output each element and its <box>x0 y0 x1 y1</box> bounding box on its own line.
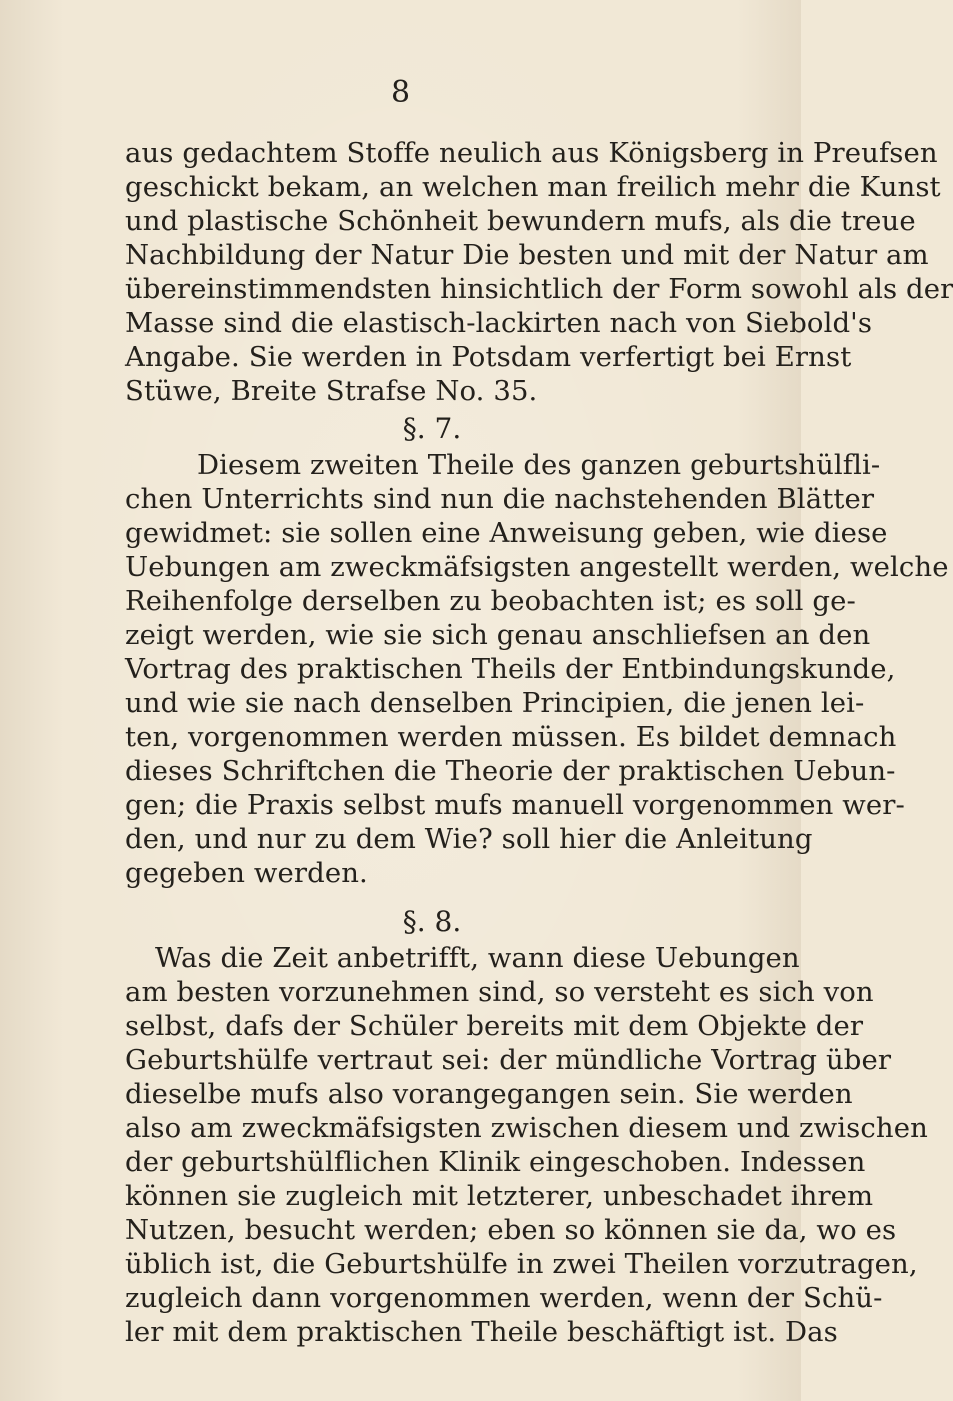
text-line: dieses Schriftchen die Theorie der praktischen Uebun- <box>125 755 896 787</box>
text-line: der geburtshülflichen Klinik eingeschoben. Indessen <box>125 1146 866 1178</box>
text-line: dieselbe mufs also vorangegangen sein. Sie werden <box>125 1078 853 1110</box>
text-line: zugleich dann vorgenommen werden, wenn der Schü- <box>125 1282 883 1314</box>
text-line: Stüwe, Breite Strafse No. 35. <box>125 375 538 407</box>
text-line: Vortrag des praktischen Theils der Entbindungskunde, <box>125 653 896 685</box>
text-line: Reihenfolge derselben zu beobachten ist; es soll ge- <box>125 585 856 617</box>
text-line: also am zweckmäfsigsten zwischen diesem und zwischen <box>125 1112 928 1144</box>
text-line: gegeben werden. <box>125 857 368 889</box>
text-line: am besten vorzunehmen sind, so versteht es sich von <box>125 976 874 1008</box>
text-line: geschickt bekam, an welchen man freilich mehr die Kunst <box>125 171 941 203</box>
text-line: gen; die Praxis selbst mufs manuell vorgenommen wer- <box>125 789 905 821</box>
text-line: Was die Zeit anbetrifft, wann diese Uebungen <box>155 942 800 974</box>
section-8-heading: §. 8. <box>402 905 462 938</box>
paragraph-2 <box>125 448 949 890</box>
paragraph-3 <box>125 941 928 1349</box>
text-line: Geburtshülfe vertraut sei: der mündliche Vortrag über <box>125 1044 892 1076</box>
text-line: selbst, dafs der Schüler bereits mit dem Objekte der <box>125 1010 864 1042</box>
text-line: und wie sie nach denselben Principien, die jenen lei- <box>125 687 865 719</box>
text-line: Nachbildung der Natur Die besten und mit der Natur am <box>125 239 929 271</box>
section-7-heading-wrap <box>125 412 739 446</box>
text-line: den, und nur zu dem Wie? soll hier die Anleitung <box>125 823 813 855</box>
text-line: aus gedachtem Stoffe neulich aus Königsberg in Preufsen <box>125 137 938 169</box>
text-line: gewidmet: sie sollen eine Anweisung geben, wie diese <box>125 517 888 549</box>
text-line: ler mit dem praktischen Theile beschäftigt ist. Das <box>125 1316 838 1348</box>
text-line: Nutzen, besucht werden; eben so können sie da, wo es <box>125 1214 897 1246</box>
text-line: Uebungen am zweckmäfsigsten angestellt werden, welche <box>125 551 949 583</box>
paragraph-1 <box>125 136 953 408</box>
text-line: Diesem zweiten Theile des ganzen geburtshülfli- <box>197 449 881 481</box>
text-line: übereinstimmendsten hinsichtlich der Form sowohl als der <box>125 273 953 305</box>
text-line: Masse sind die elastisch-lackirten nach von Siebold's <box>125 307 873 339</box>
text-line: üblich ist, die Geburtshülfe in zwei Theilen vorzutragen, <box>125 1248 918 1280</box>
page-number: 8 <box>390 75 411 110</box>
section-7-heading: §. 7. <box>402 412 462 445</box>
text-line: Angabe. Sie werden in Potsdam verfertigt bei Ernst <box>125 341 852 373</box>
section-8-heading-wrap <box>125 905 739 939</box>
text-line: ten, vorgenommen werden müssen. Es bildet demnach <box>125 721 897 753</box>
text-line: und plastische Schönheit bewundern mufs, als die treue <box>125 205 916 237</box>
text-line: chen Unterrichts sind nun die nachstehenden Blätter <box>125 483 875 515</box>
text-line: können sie zugleich mit letzterer, unbeschadet ihrem <box>125 1180 874 1212</box>
text-line: zeigt werden, wie sie sich genau anschliefsen an den <box>125 619 871 651</box>
